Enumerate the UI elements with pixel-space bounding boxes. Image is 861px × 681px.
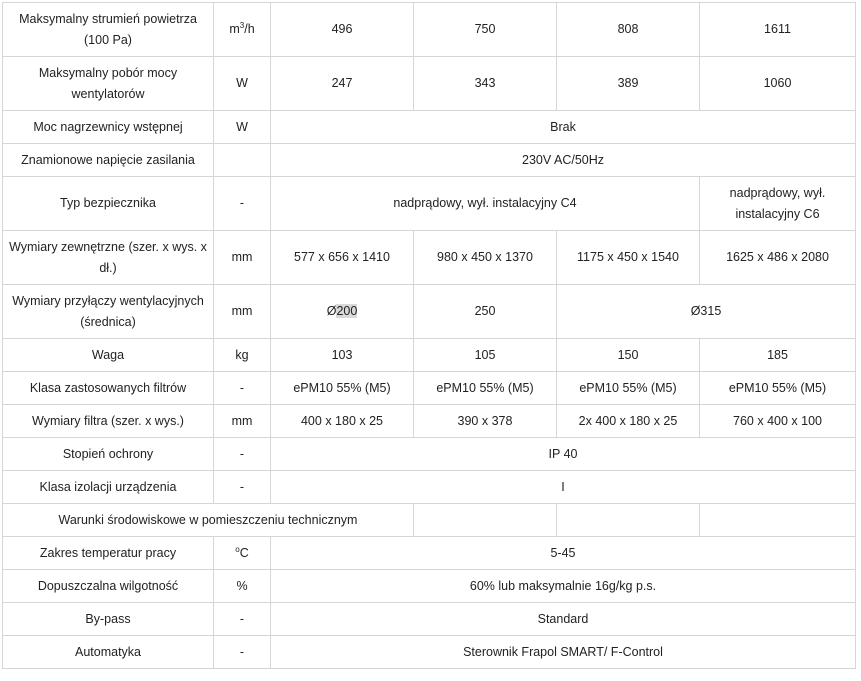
table-cell: 1611 <box>700 3 856 57</box>
table-cell: ePM10 55% (M5) <box>271 372 414 405</box>
row-label: Zakres temperatur pracy <box>3 537 214 570</box>
row-unit: kg <box>214 339 271 372</box>
table-row <box>3 177 856 231</box>
table-cell: Sterownik Frapol SMART/ F-Control <box>271 636 856 669</box>
table-cell: 750 <box>414 3 557 57</box>
row-label: Znamionowe napięcie zasilania <box>3 144 214 177</box>
table-row <box>3 144 856 177</box>
table-cell: 1060 <box>700 57 856 111</box>
row-label: Maksymalny strumień powietrza (100 Pa) <box>3 3 214 57</box>
highlighted-text: 200 <box>336 304 358 318</box>
table-cell: 1625 x 486 x 2080 <box>700 231 856 285</box>
table-row <box>3 471 856 504</box>
table-row <box>3 438 856 471</box>
row-unit: mm <box>214 231 271 285</box>
table-row <box>3 231 856 285</box>
row-unit: - <box>214 603 271 636</box>
row-unit <box>214 537 271 570</box>
table-cell: 343 <box>414 57 557 111</box>
table-row <box>3 339 856 372</box>
table-cell: 389 <box>557 57 700 111</box>
table-cell: 185 <box>700 339 856 372</box>
table-cell: ePM10 55% (M5) <box>414 372 557 405</box>
row-label: Wymiary filtra (szer. x wys.) <box>3 405 214 438</box>
table-cell: 577 x 656 x 1410 <box>271 231 414 285</box>
table-cell <box>414 504 557 537</box>
row-unit: W <box>214 57 271 111</box>
table-row <box>3 636 856 669</box>
row-label: By-pass <box>3 603 214 636</box>
table-cell <box>557 504 700 537</box>
table-cell <box>271 285 414 339</box>
table-cell: nadprądowy, wył. instalacyjny C4 <box>271 177 700 231</box>
table-cell: 2x 400 x 180 x 25 <box>557 405 700 438</box>
table-cell: Standard <box>271 603 856 636</box>
table-cell: 103 <box>271 339 414 372</box>
row-unit: % <box>214 570 271 603</box>
row-unit: - <box>214 471 271 504</box>
row-unit <box>214 144 271 177</box>
table-cell: nadprądowy, wył. instalacyjny C6 <box>700 177 856 231</box>
table-cell: 400 x 180 x 25 <box>271 405 414 438</box>
table-cell: I <box>271 471 856 504</box>
table-row <box>3 537 856 570</box>
table-cell: 808 <box>557 3 700 57</box>
table-row <box>3 3 856 57</box>
row-label: Waga <box>3 339 214 372</box>
row-unit <box>214 3 271 57</box>
table-cell: ePM10 55% (M5) <box>557 372 700 405</box>
row-label: Automatyka <box>3 636 214 669</box>
specification-table <box>2 2 856 669</box>
row-unit: - <box>214 438 271 471</box>
table-cell: 980 x 450 x 1370 <box>414 231 557 285</box>
table-row <box>3 372 856 405</box>
table-cell: 60% lub maksymalnie 16g/kg p.s. <box>271 570 856 603</box>
unit-superscript: 3 <box>239 20 245 30</box>
table-row <box>3 570 856 603</box>
table-cell: 250 <box>414 285 557 339</box>
row-label: Stopień ochrony <box>3 438 214 471</box>
row-unit: - <box>214 177 271 231</box>
table-row <box>3 57 856 111</box>
table-cell: 5-45 <box>271 537 856 570</box>
row-unit: - <box>214 372 271 405</box>
row-label: Klasa zastosowanych filtrów <box>3 372 214 405</box>
table-row <box>3 285 856 339</box>
row-unit: W <box>214 111 271 144</box>
table-cell: ePM10 55% (M5) <box>700 372 856 405</box>
table-cell: IP 40 <box>271 438 856 471</box>
table-cell: 230V AC/50Hz <box>271 144 856 177</box>
table-cell <box>700 504 856 537</box>
section-header: Warunki środowiskowe w pomieszczeniu technicznym <box>3 504 414 537</box>
unit-tail: /h <box>244 22 255 36</box>
diameter-symbol: Ø <box>326 304 337 318</box>
row-label: Wymiary przyłączy wentylacyjnych (średnica) <box>3 285 214 339</box>
unit-superscript: o <box>235 544 240 554</box>
table-cell: 496 <box>271 3 414 57</box>
row-label: Maksymalny pobór mocy wentylatorów <box>3 57 214 111</box>
table-row <box>3 504 856 537</box>
row-label: Wymiary zewnętrzne (szer. x wys. x dł.) <box>3 231 214 285</box>
table-row <box>3 405 856 438</box>
table-cell: Ø315 <box>557 285 856 339</box>
row-label: Klasa izolacji urządzenia <box>3 471 214 504</box>
table-cell: 390 x 378 <box>414 405 557 438</box>
row-unit: - <box>214 636 271 669</box>
table-row <box>3 111 856 144</box>
table-cell: 247 <box>271 57 414 111</box>
table-cell: 1175 x 450 x 1540 <box>557 231 700 285</box>
row-label: Typ bezpiecznika <box>3 177 214 231</box>
row-label: Dopuszczalna wilgotność <box>3 570 214 603</box>
row-unit: mm <box>214 405 271 438</box>
row-label: Moc nagrzewnicy wstępnej <box>3 111 214 144</box>
table-cell: 760 x 400 x 100 <box>700 405 856 438</box>
unit-base: m <box>229 22 240 36</box>
table-cell: 105 <box>414 339 557 372</box>
unit-tail: C <box>239 545 249 560</box>
table-cell: Brak <box>271 111 856 144</box>
table-cell: 150 <box>557 339 700 372</box>
row-unit: mm <box>214 285 271 339</box>
table-row <box>3 603 856 636</box>
